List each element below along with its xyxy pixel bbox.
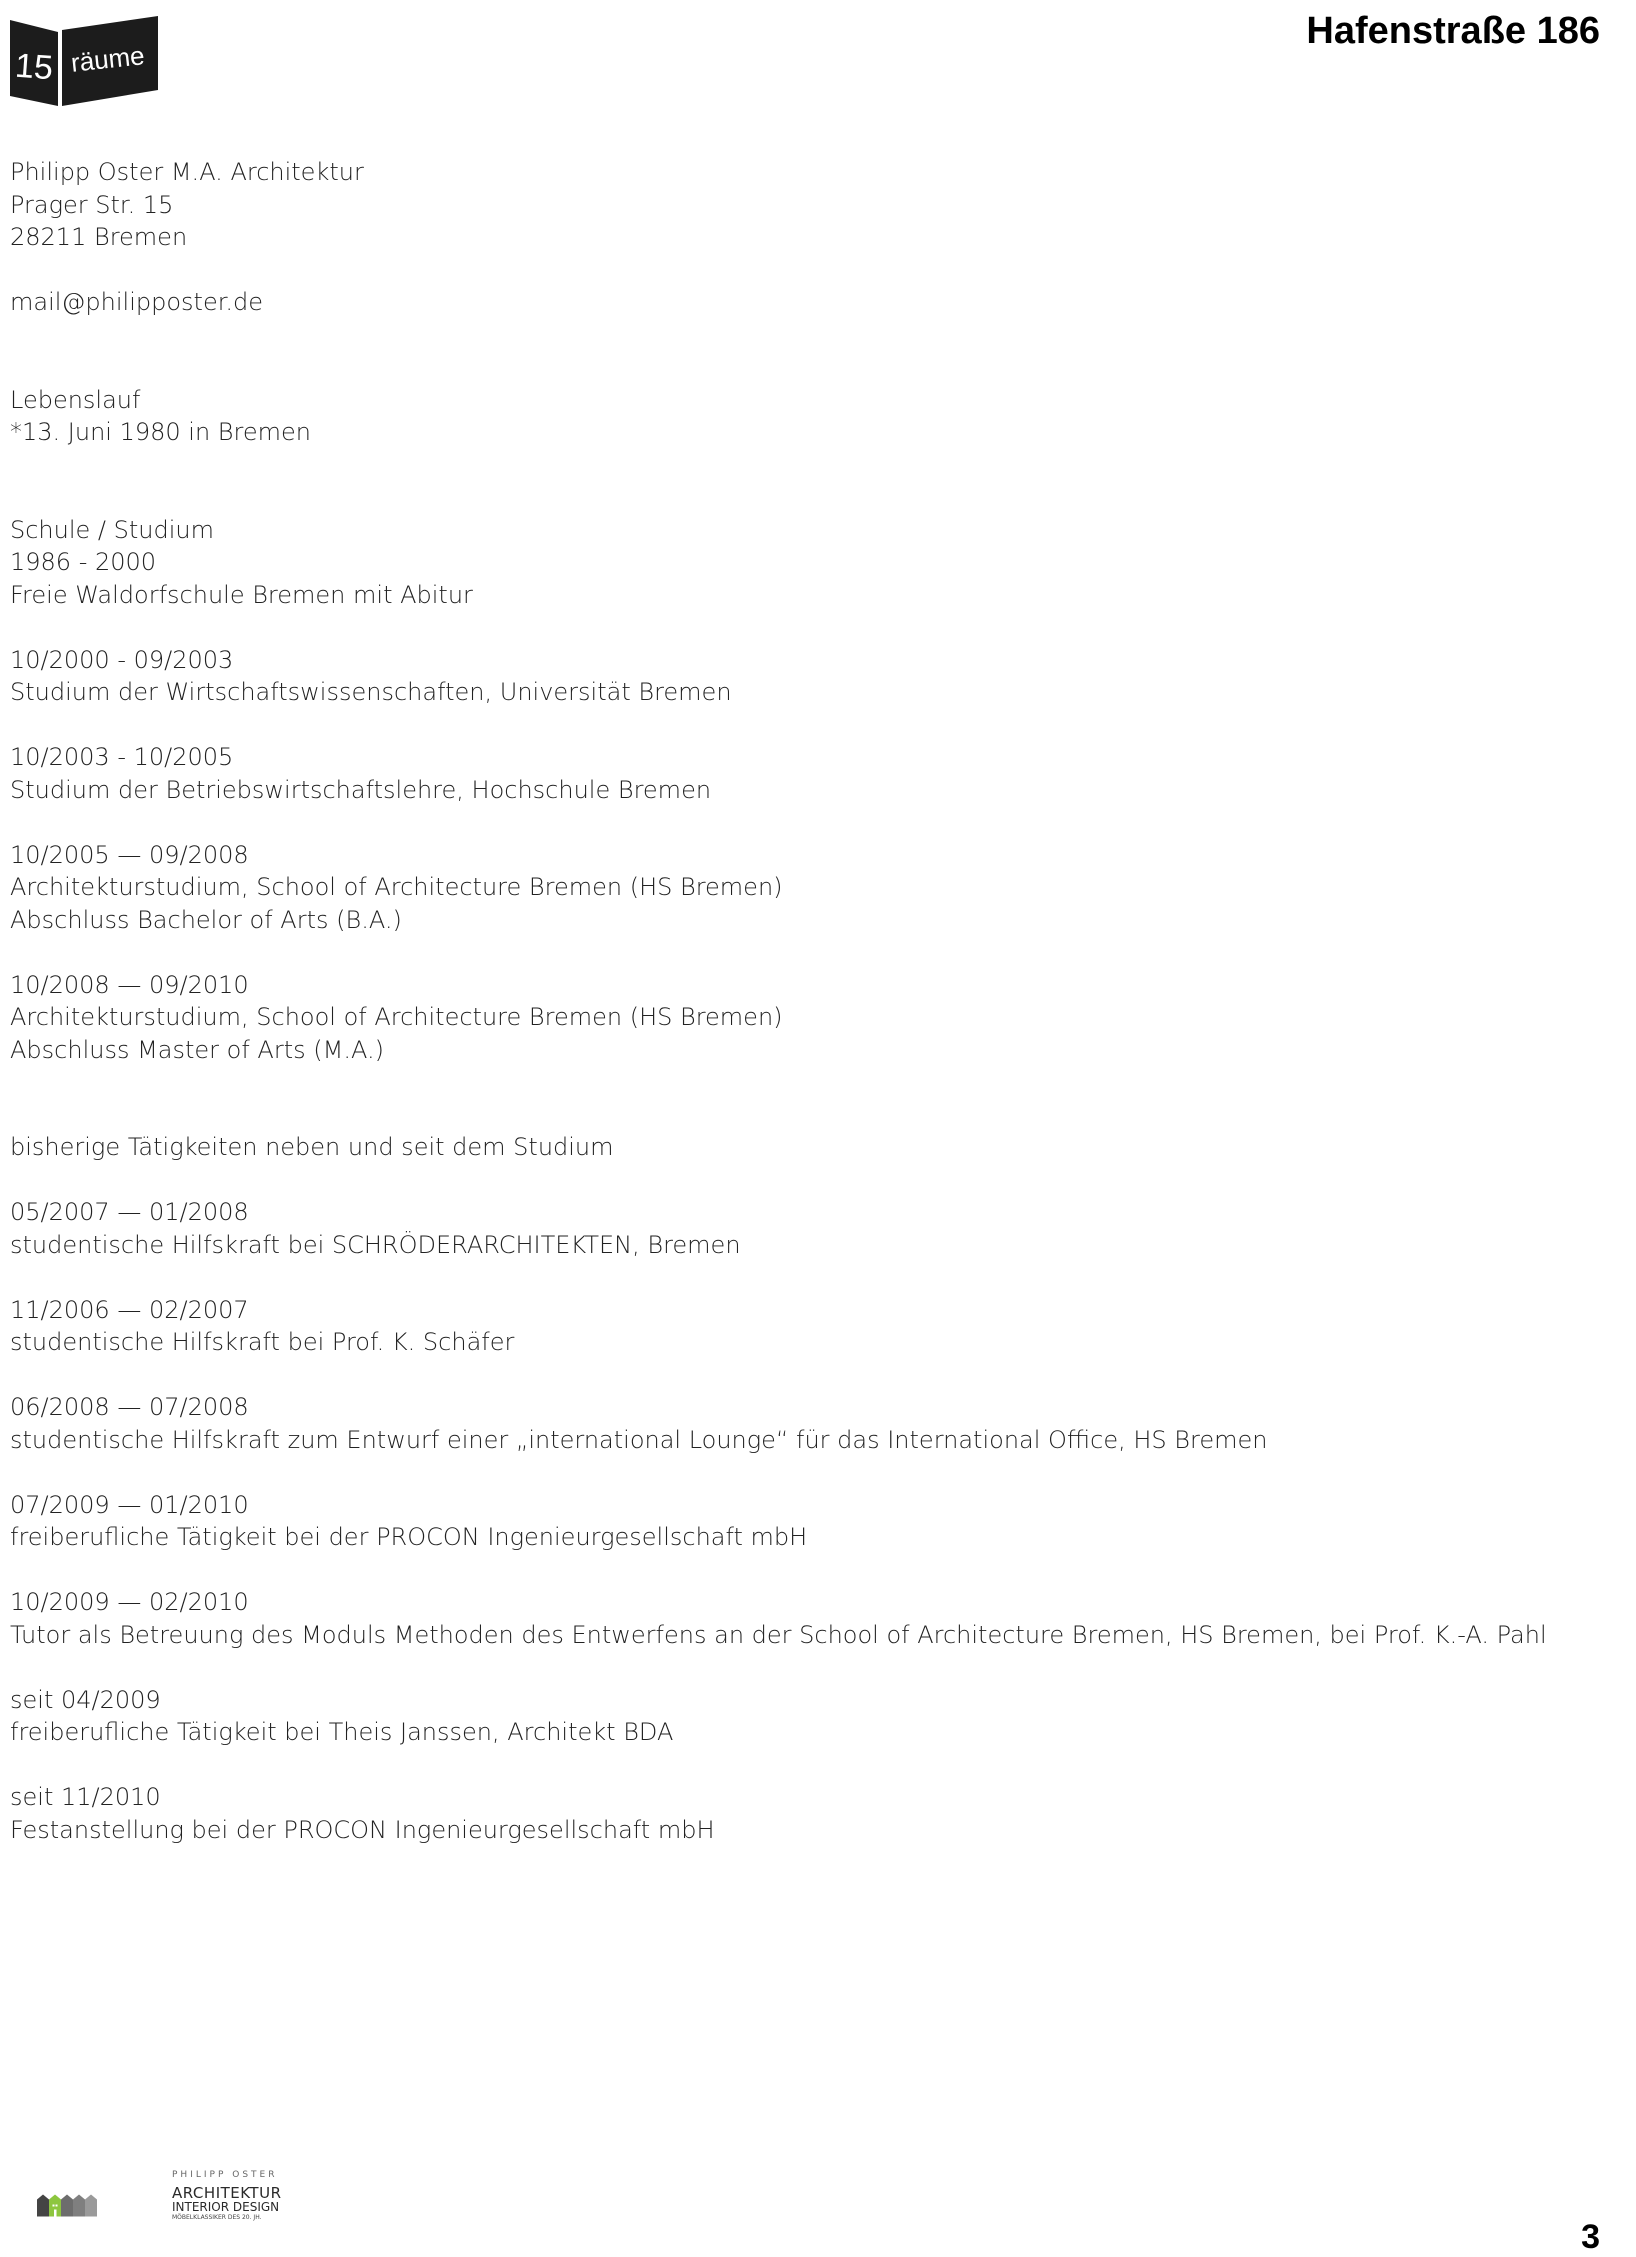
work-section xyxy=(10,1131,1570,1164)
logo-number: 15 xyxy=(13,46,55,88)
education-entry-text: Architekturstudium, School of Architecture Bremen (HS Bremen) xyxy=(10,1003,783,1031)
work-heading: bisherige Tätigkeiten neben und seit dem Studium xyxy=(10,1133,614,1161)
education-entry-date: 10/2000 - 09/2003 xyxy=(10,645,234,674)
house-icon xyxy=(73,2195,85,2217)
address-line: Prager Str. 15 xyxy=(10,190,174,219)
education-entry-text: Studium der Wirtschaftswissenschaften, Universität Bremen xyxy=(10,678,732,706)
work-entry-text: freiberufliche Tätigkeit bei Theis Janssen, Architekt BDA xyxy=(10,1718,674,1746)
work-entry xyxy=(10,1684,1570,1749)
work-entry-text: Tutor als Betreuung des Moduls Methoden des Entwerfens an der School of Architecture Bremen, HS Bremen, bei Prof. K.-A. Pahl xyxy=(10,1620,1547,1649)
education-entry-text: Studium der Betriebswirtschaftslehre, Hochschule Bremen xyxy=(10,775,712,804)
footer-micro: MÖBELKLASSIKER DES 20. JH. xyxy=(172,2214,262,2221)
cv-content xyxy=(10,156,1570,1846)
work-entry-date: seit 11/2010 xyxy=(10,1783,161,1811)
work-entry xyxy=(10,1196,1570,1261)
house-door xyxy=(54,2210,57,2217)
education-entry xyxy=(10,741,1570,806)
work-entry xyxy=(10,1586,1570,1651)
work-entry-date: seit 04/2009 xyxy=(10,1685,161,1714)
work-entry xyxy=(10,1781,1570,1846)
work-entry-date: 06/2008 — 07/2008 xyxy=(10,1393,249,1421)
education-heading: Schule / Studium xyxy=(10,515,214,544)
work-entry xyxy=(10,1294,1570,1359)
logo-word: räume xyxy=(69,40,146,78)
education-entry-date: 10/2005 — 09/2008 xyxy=(10,840,249,869)
address-block xyxy=(10,156,1570,254)
work-entry-text: Festanstellung bei der PROCON Ingenieurgesellschaft mbH xyxy=(10,1815,715,1844)
education-entry-date: 10/2008 — 09/2010 xyxy=(10,970,249,999)
house-icon xyxy=(61,2195,73,2217)
education-section xyxy=(10,514,1570,612)
page-title: Hafenstraße 186 xyxy=(1306,10,1600,52)
work-entry xyxy=(10,1489,1570,1554)
education-entry-date: 10/2003 - 10/2005 xyxy=(10,743,234,771)
education-entry-text: Abschluss Master of Arts (M.A.) xyxy=(10,1035,384,1064)
work-entry-text: studentische Hilfskraft zum Entwurf einer „international Lounge“ für das International Office, HS Bremen xyxy=(10,1425,1268,1454)
education-entry-date: 1986 - 2000 xyxy=(10,548,157,576)
house-window xyxy=(56,2205,58,2207)
footer-title: ARCHITEKTUR xyxy=(172,2184,282,2202)
email-address: mail@philipposter.de xyxy=(10,288,263,316)
footer-brand xyxy=(172,2170,282,2222)
address-line: 28211 Bremen xyxy=(10,223,188,251)
education-entry xyxy=(10,644,1570,709)
house-icon xyxy=(85,2195,97,2217)
cv-header-block xyxy=(10,384,1570,449)
house-window xyxy=(53,2205,55,2207)
work-entry-text: studentische Hilfskraft bei SCHRÖDERARCHITEKTEN, Bremen xyxy=(10,1230,741,1259)
address-line: Philipp Oster M.A. Architektur xyxy=(10,158,364,186)
birth-line: *13. Juni 1980 in Bremen xyxy=(10,418,311,446)
education-entry xyxy=(10,969,1570,1067)
page-number: 3 xyxy=(1581,2218,1600,2256)
work-entry-date: 05/2007 — 01/2008 xyxy=(10,1198,249,1226)
education-entry-text: Freie Waldorfschule Bremen mit Abitur xyxy=(10,580,473,609)
houses-logo-icon xyxy=(36,2170,166,2232)
education-entry xyxy=(10,839,1570,937)
work-entry-date: 10/2009 — 02/2010 xyxy=(10,1588,249,1616)
footer-subtitle: INTERIOR DESIGN xyxy=(172,2200,280,2214)
education-entry-text: Architekturstudium, School of Architecture Bremen (HS Bremen) xyxy=(10,873,783,901)
15-raeume-logo xyxy=(10,16,160,106)
cv-heading: Lebenslauf xyxy=(10,385,141,414)
work-entry-text: studentische Hilfskraft bei Prof. K. Schäfer xyxy=(10,1328,515,1356)
work-entry-date: 11/2006 — 02/2007 xyxy=(10,1295,249,1324)
footer-kicker: PHILIPP OSTER xyxy=(172,2170,278,2180)
work-entry xyxy=(10,1391,1570,1456)
work-entry-text: freiberufliche Tätigkeit bei der PROCON Ingenieurgesellschaft mbH xyxy=(10,1523,808,1551)
house-icon xyxy=(37,2195,49,2217)
work-entry-date: 07/2009 — 01/2010 xyxy=(10,1490,249,1519)
education-entry-text: Abschluss Bachelor of Arts (B.A.) xyxy=(10,905,402,934)
